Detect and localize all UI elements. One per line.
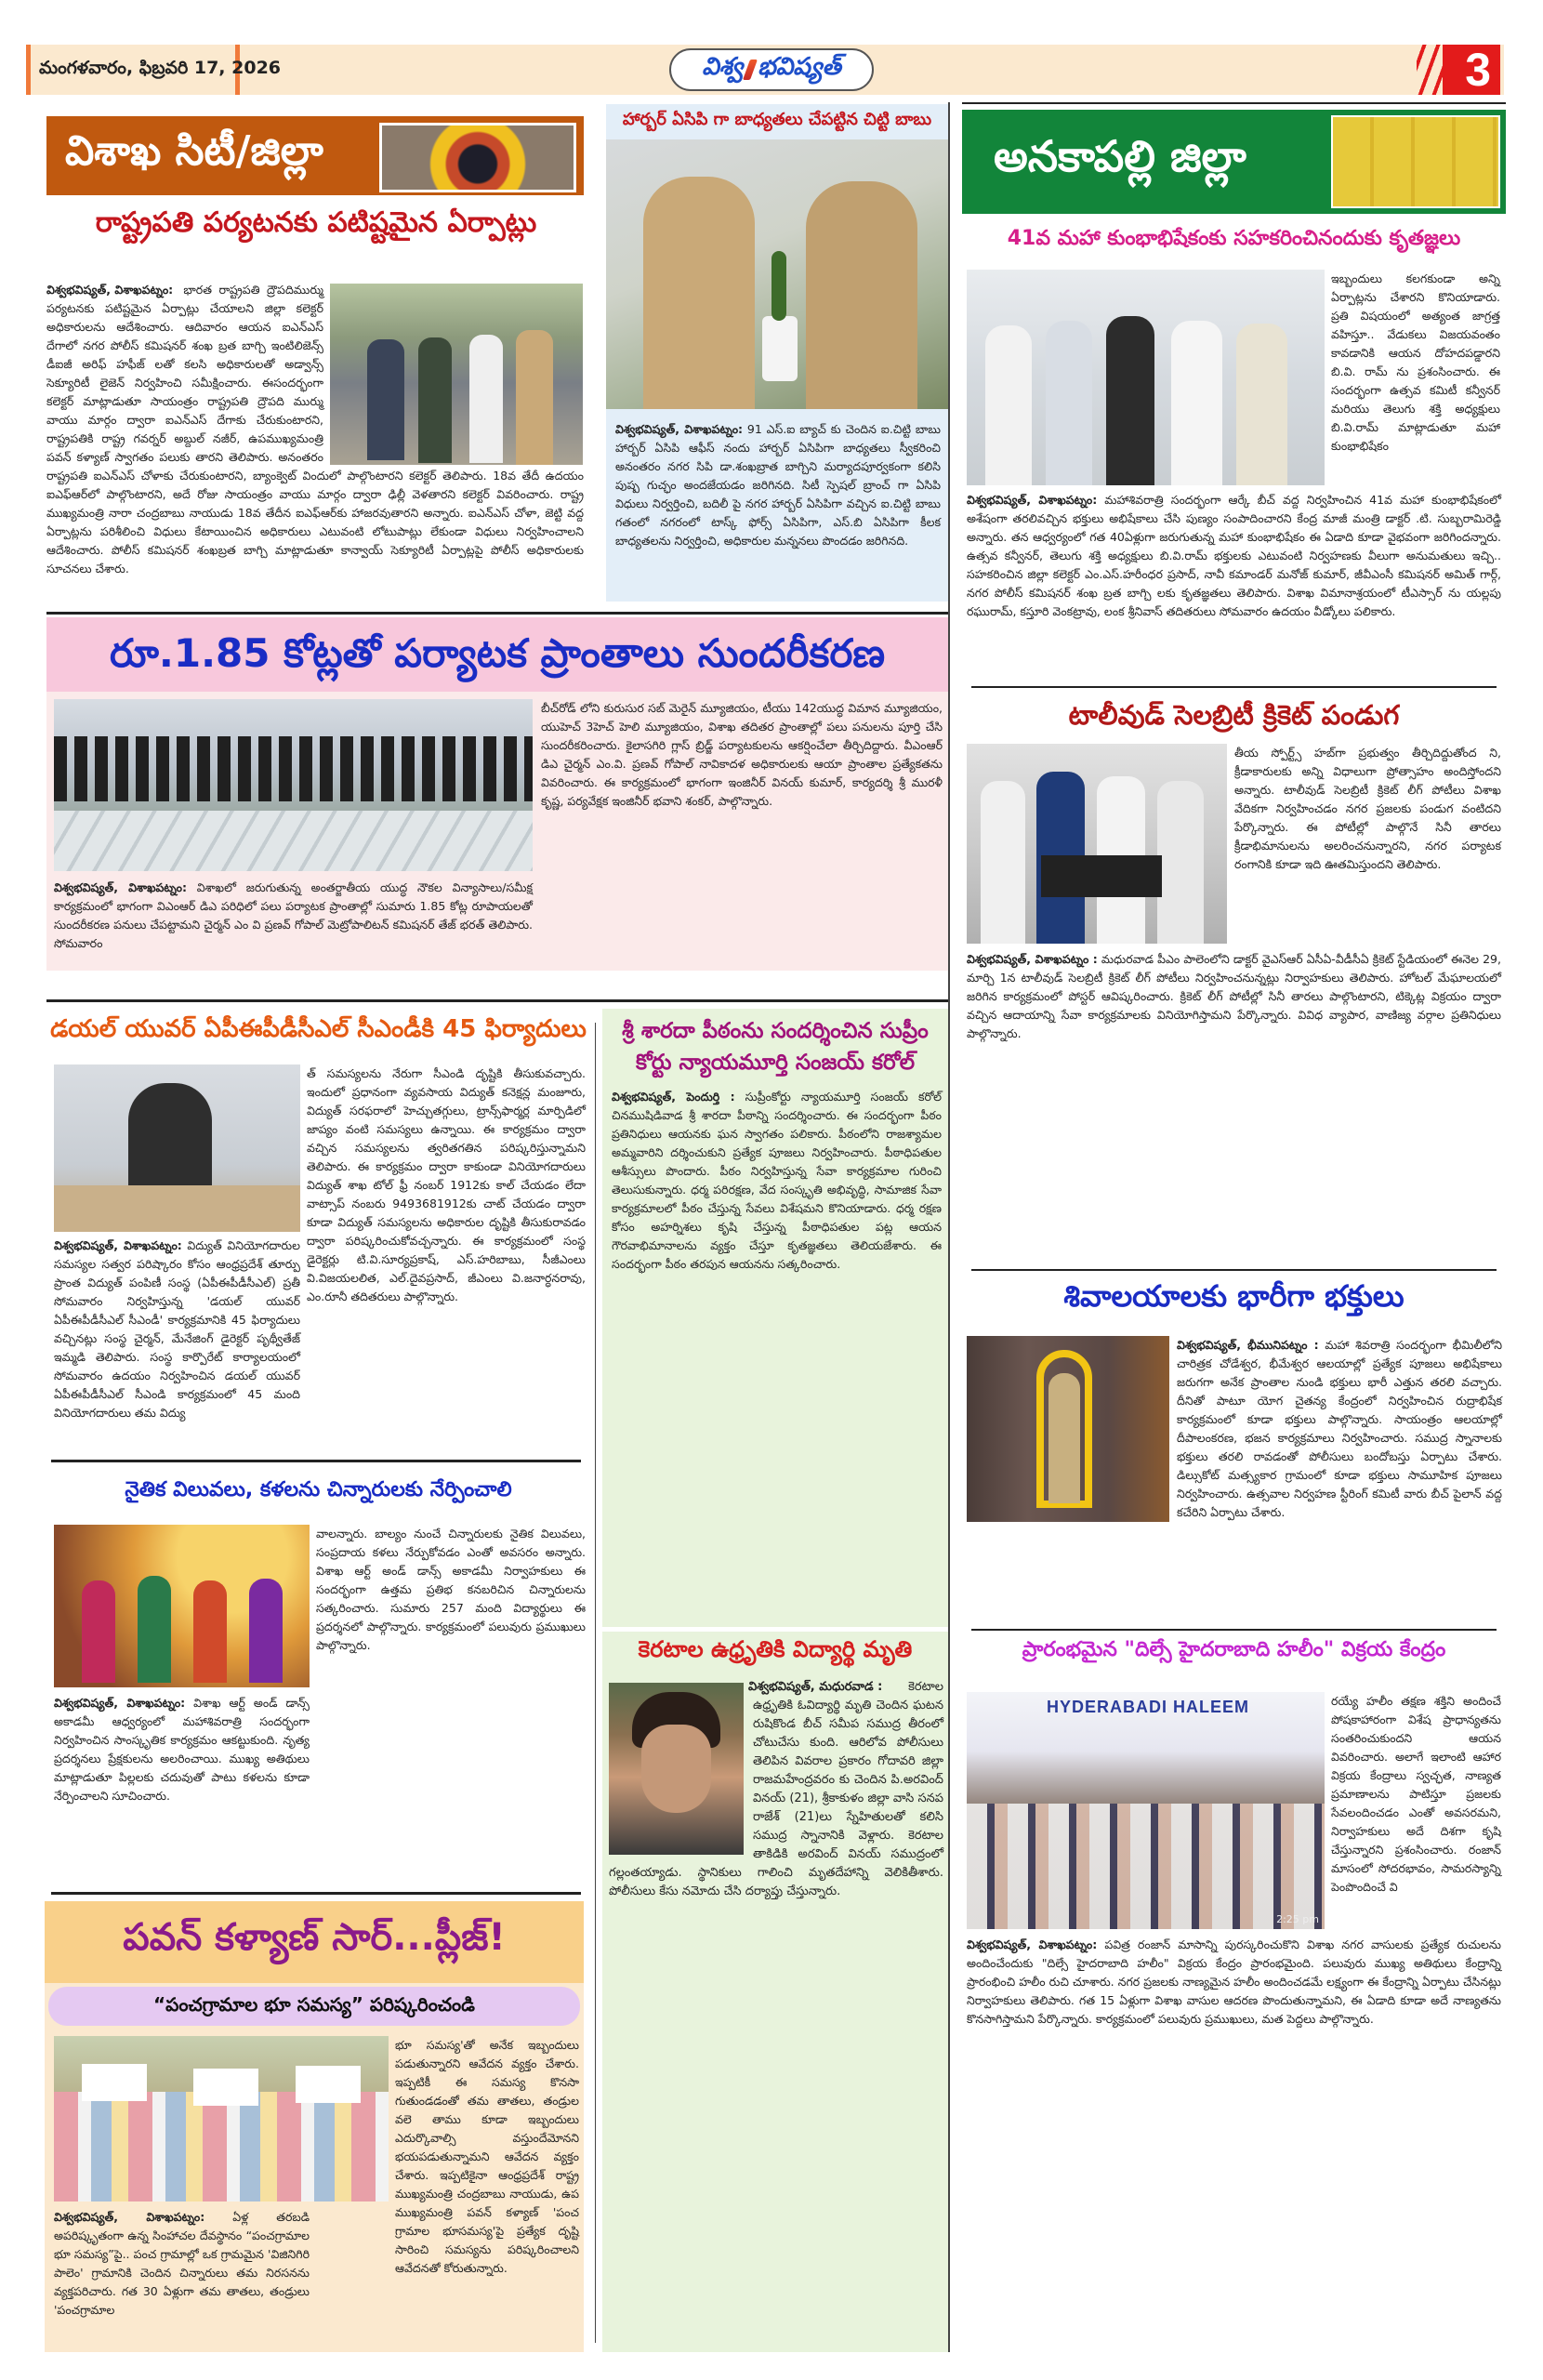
headline-shiva-temples: శివాలయాలకు భారీగా భక్తులు — [1063, 1278, 1405, 1314]
page-number: 3 — [1465, 44, 1491, 96]
headline-line: కోర్టు న్యాయమూర్తి సంజయ్ కరోల్ — [636, 1051, 915, 1075]
article-text: భారత రాష్ట్రపతి ద్రౌపదిముర్ము పర్యటనకు పటిష్టమైన ఏర్పాట్లు చేయాలని జిల్లా కలెక్టర్ అధికారులను ఆదేశించారు. ఆదివారం ఆయన ఐఎన్ఎస్ దేగాలో నగర పోలీస్ కమిషనర్ శంఖ బ్రత బాగ్చి ఇంటిలిజెన్స్ డీఐజీ అరిఫ్ హఫీజ్ లతో కలసి అధికారులతో అడ్వాన్స్ సెక్యూరిటీ లైజెన్ నిర్వహించి సమీక్షించారు. ఈసందర్భంగా కలెక్టర్ మాట్లాడుతూ సాయంత్రం రాష్ట్రపతి ద్రౌపది ముర్ము వాయు మార్గం ద్వారా ఐఎన్ఎస్ దేగాకు చేరుకుంటారని, రాష్ట్రపతికి రాష్ట్ర గవర్నర్ అబ్దుల్ నజీర్, ఉపముఖ్యమంత్రి పవన్ కళ్యాణ్ స్వాగతం పలుకు తారని తెలిపారు. అనంతరం రాష్ట్రపతి ఐఎన్ఎస్ చోళాకు చేరుకుంటారని, బ్యాంక్వెట్ విందులో పాల్గొంటారని కలెక్టర్ తెలిపారు. 18వ తేదీ ఉదయం ఐఎఫ్ఆర్‌లో పాల్గొంటారని, అదే రోజు సాయంత్రం వాయు మార్గం ద్వారా ఢిల్లీ వెళతారని కలెక్టర్ వివరించారు. రాష్ట్ర ముఖ్యమంత్రి నారా చంద్రబాబు నాయుడు 18వ తేదీన ఐఎఫ్ఆర్‌కు హాజరవుతారని అన్నారు. ఐఎన్ఎస్ చోళా, జెట్టి వద్ద ఏర్పాట్లను పరిశీలించి విధులు కేటాయించిన అధికారులు ఎటువంటి లోటుపాట్లు లేకుండా విధులు నిర్వహించాలని ఆదేశించారు. పోలీస్ కమిషనర్ శంఖబ్రత బాగ్చి మాట్లాడుతూ కాన్వాయ్ సెక్యూరిటీ ఏర్పాట్లపై పోలీస్ అధికారులకు సూచనలు చేశారు. — [46, 283, 584, 575]
headline-moral-values: నైతిక విలువలు, కళలను చిన్నారులకు నేర్పించాలి — [125, 1478, 512, 1501]
article-body-moral-values — [54, 1694, 310, 1880]
article-dateline: విశ్వభవిష్యత్, మధురవాడ : — [748, 1680, 883, 1694]
article-dateline: విశ్వభవిష్యత్, విశాఖపట్నం : — [967, 952, 1098, 966]
temple-deity-photo — [379, 123, 576, 192]
headline-haleem-centre: ప్రారంభమైన "దిల్సే హైదరాబాది హలీం" విక్రయ కేంద్రం — [1022, 1638, 1446, 1661]
section-rule — [51, 1892, 581, 1895]
article-dateline: విశ్వభవిష్యత్, విశాఖపట్నం: — [54, 1238, 182, 1252]
subheadline-text: “పంచగ్రామాల భూ సమస్య” పరిష్కరించండి — [153, 1992, 475, 2016]
headline-kumbhabhishekam: 41వ మహా కుంభాభిషేకంకు సహకరించినందుకు కృతజ్ఞలు — [1007, 227, 1461, 250]
article-body-side: ఇబ్బందులు కలగకుండా అన్ని ఏర్పాట్లను చేశారని కొనియాడారు. ప్రతి విషయంలో అత్యంత జాగ్రత్త వహిస్తూ.. వేడుకలు విజయవంతం కావడానికి ఆయన దోహదపడ్డారని బి.వి. రామ్ ను ప్రశంసించారు. ఈ సందర్భంగా ఉత్సవ కమిటీ కన్వీనర్ మరియు తెలుగు శక్తి అధ్యక్షులు బి.వి.రామ్ మాట్లాడుతూ మహా కుంభాభిషేకం — [1331, 271, 1500, 453]
issue-date: మంగళవారం, ఫిబ్రవరి 17, 2026 — [39, 58, 282, 78]
article-body-haleem-centre — [967, 1936, 1501, 2345]
headline-tollywood-cricket: టాలీవుడ్ సెలబ్రిటీ క్రికెట్ పండుగ — [1068, 699, 1400, 731]
headline-line: శ్రీ శారదా పీఠంను సందర్శించిన సుప్రీం — [622, 1019, 929, 1043]
article-text: మహాశివరాత్రి సందర్భంగా ఆర్కే బీచ్ వద్ద నిర్వహించిన 41వ మహా కుంభాభిషేకంలో అశేషంగా తరలివచ్చిన భక్తులు అభిషేకాలు చేసి పుణ్యం సంపాదించారని కేంద్ర మాజీ మంత్రి డాక్టర్ .టి. సుబ్బరామిరెడ్డి అన్నారు. తన ఆధ్వర్యంలో గత 40ఏళ్లుగా జరుగుతున్న మహా కుంభాభిషేకం ఈ ఏడాది కూడా వైభవంగా జరిగిందన్నారు. ఉత్సవ కన్వీనర్, తెలుగు శక్తి అధ్యక్షులు బి.వి.రామ్ భక్తులకు ఎటువంటి నిర్వహణకు వీలుగా అనుమతులు ఇచ్చి.. సహకరించిన జిల్లా కలెక్టర్ ఎం.ఎస్.హరీంధర ప్రసాద్, నావీ కమాండర్ మనోజ్ కుమార్, జీవీఎంసీ కమిషనర్ అమిత్ గార్గ్, నగర పోలీస్ కమిషనర్ శంఖ బ్రత బాగ్చి లకు కృతజ్ఞతలు తెలిపారు. విశాఖ విమానాశ్రయంలో టీఎస్సార్ ను యల్లపు రఘురామ్, కస్తూరి వెంకట్రావు, లంక శ్రీనివాస్ తదితరులు సోమవారం ఉదయం వీడ్కోలు పలికారు. — [967, 493, 1501, 618]
headline-president-visit: రాష్ట్రపతి పర్యటనకు పటిష్టమైన ఏర్పాట్లు — [95, 206, 537, 239]
flame-icon — [743, 60, 758, 80]
masthead-accent-bar — [26, 45, 31, 95]
section-rule — [962, 102, 1506, 104]
article-dateline: విశ్వభవిష్యత్, విశాఖపట్నం: — [615, 422, 744, 436]
section-title: విశాఖ సిటీ/జిల్లా — [65, 126, 323, 175]
pavan-please-subheadline — [48, 1987, 580, 2026]
acp-handover-photo — [606, 139, 948, 409]
article-text: సుప్రీంకోర్టు న్యాయమూర్తి సంజయ్ కరోల్ చినముషిడివాడ శ్రీ శారదా పీఠాన్ని సందర్శించారు. ఈ సందర్భంగా పీఠం ప్రతినిధులు ఆయనకు ఘన స్వాగతం పలికారు. పీఠంలోని రాజశ్యామల అమ్మవారిని దర్శించుకుని ప్రత్యేక పూజలు నిర్వహించారు. పీఠాధిపతుల ఆశీస్సులు పొందారు. పీఠం నిర్వహిస్తున్న సేవా కార్యక్రమాల గురించి తెలుసుకున్నారు. ధర్మ పరిరక్షణ, వేద సంస్కృతి అభివృద్ధి, సామాజిక సేవా కార్యక్రమాలలో పీఠం చేస్తున్న సేవలు విశేషమని కొనియాడారు. ధర్మ రక్షణ కోసం అహర్నిశలు కృషి చేస్తున్న పీఠాధిపతుల పట్ల ఆయన గౌరవాభిమానాలను వ్యక్తం చేస్తూ కృతజ్ఞతలు తెలియజేశారు. ఈ సందర్భంగా పీఠం తరపున ఆయనను సత్కరించారు. — [612, 1090, 942, 1271]
article-body-dial-your-cmd — [54, 1236, 300, 1422]
article-body-side: తీయ స్పోర్ట్స్ హబ్‌గా ప్రభుత్వం తీర్చిదిద్దుతోంద ని, క్రీడాకారులకు అన్ని విధాలుగా ప్రోత్సాహం అందిస్తోందని అన్నారు. టాలీవుడ్ సెలబ్రిటీ క్రికెట్ లీగ్ పోటీలు విశాఖ వేదికగా నిర్వహించడం నగర ప్రజలకు పండుగ వంటిదని పేర్కొన్నారు. ఈ పోటీల్లో పాల్గొనే సినీ తారలు క్రీడాభిమానులను అలరించనున్నారని, నగర పర్యాటక రంగానికి కూడా ఇది ఊతమిస్తుందని తెలిపారు. — [1234, 746, 1501, 871]
article-body-side: త్ సమస్యలను నేరుగా సీఎండి దృష్టికి తీసుకువచ్చారు. ఇందులో ప్రధానంగా వ్యవసాయ విద్యుత్ కనెక్షన్ల మంజూరు, విద్యుత్ సరఫరాలో హెచ్చుతగ్గులు, ట్రాన్స్‌ఫార్మర్ల మార్పిడిలో జాప్యం వంటి సమస్యలు ఉన్నాయి. ఈ కార్యక్రమం ద్వారా వచ్చిన సమస్యలను త్వరితగతిన పరిష్కరిస్తున్నామని తెలిపారు. ఈ కార్యక్రమం ద్వారా కాకుండా వినియోగదారులు విద్యుత్ శాఖ టోల్ ఫ్రీ నంబర్ 1912కు కాల్ చేయడం లేదా వాట్సాప్ నంబరు 9493681912కు చాట్ చేయడం ద్వారా కూడా విద్యుత్ సమస్యలను అధికారుల దృష్టికి తీసుకురావడం ద్వారా పరిష్కరించుకోవచ్చన్నారు. ఈ కార్యక్రమంలో సంస్థ డైరెక్టర్లు టి.వి.సూర్యప్రకాష్, ఎస్.హరిబాబు, సీజీఎంలు వి.విజయలలిత, ఎల్.దైవప్రసాద్, జీఎంలు వి.జనార్ధనరావు, ఎం.రూనీ తదితరులు పాల్గొన్నారు. — [307, 1066, 586, 1303]
article-body-side: బీచ్‌రోడ్ లోని కురుసుర సబ్ మెరైన్ మ్యూజియం, టీయు 142యుద్ధ విమాన మ్యూజియం, యుహెచ్ 3హెచ్ హెలి మ్యూజియం, విశాఖ తదితర ప్రాంతాల్లో పలు పనులను పూర్తి చేసి సుందరీకరించారు. కైలాసగిరి గ్లాస్ బ్రిడ్జ్ పర్యాటకులను ఆకర్షించేలా తీర్చిదిద్దారు. వీఎంఆర్ డిఎ చైర్మన్ ఎం.వి. ప్రణవ్ గోపాల్ నావికాదళ అధికారులకు ఆయా ప్రాంతాల ప్రత్యేకతను వివరించారు. ఈ కార్యక్రమంలో భాగంగా ఇంజినీర్ వినయ్ కుమార్, కార్యదర్శి శ్రీ మురళీ కృష్ణ, పర్యవేక్షక ఇంజినీర్ భవాని శంకర్, పాల్గొన్నారు. — [541, 701, 943, 808]
headline-sea-death: కెరటాల ఉధ్రృతికి విద్యార్థి మృతి — [638, 1636, 913, 1662]
pavan-please-banner — [45, 1901, 584, 1983]
article-text: కెరటాల ఉధ్రృతికి ఓవిద్యార్థి మృతి చెందిన ఘటన రుషికొండ బీచ్ సమీప సముద్ర తీరంలో చోటుచేసు కుంది. ఆరిలోవ పోలీసులు తెలిపిన వివరాల ప్రకారం గోదావరి జిల్లా రాజమహేంద్రవరం కు చెందిన పి.అరవింద్ వినయ్ (21), శ్రీకాకుళం జిల్లా వాసి సనప రాజేశ్ (21)లు స్నేహితులతో కలిసి సముద్ర స్నానానికి వెళ్లారు. కెరటాల తాకిడికి అరవింద్ వినయ్ సముద్రంలో గల్లంతయ్యాడు. స్థానికులు గాలించి మృతదేహాన్ని వెలికితీశారు. పోలీసులు కేసు నమోదు చేసి దర్యాప్తు చేస్తున్నారు. — [609, 1680, 943, 1898]
logo-text-part1: విశ్వ — [702, 53, 744, 81]
article-dateline: విశ్వభవిష్యత్, విశాఖపట్నం: — [967, 1937, 1098, 1951]
children-protest-photo — [54, 2036, 389, 2202]
article-text: మధురవాడ పీఎం పాలెంలోని డాక్టర్ వైఎస్ఆర్ ఏసీఏ-వీడీసీఏ క్రికెట్ స్టేడియంలో ఈనెల 29, మార్చి 1న టాలీవుడ్ సెలబ్రిటీ క్రికెట్ లీగ్ పోటీలు నిర్వహించనున్నట్లు నిర్వాహకులు తెలిపారు. హోటల్ మేఘాలయలో జరిగిన కార్యక్రమంలో పోస్టర్ ఆవిష్కరించారు. క్రికెట్ లీగ్ పోటీల్లో సినీ తారలు పాల్గొంటారని, టిక్కెట్ల విక్రయం ద్వారా వచ్చిన ఆదాయాన్ని సేవా కార్యక్రమాలకు వినియోగిస్తామని పేర్కొన్నారు. వివిధ వ్యాపార, వాణిజ్య వర్గాల ప్రతినిధులు పాల్గొన్నారు. — [967, 952, 1501, 1040]
article-dateline: విశ్వభవిష్యత్, భీమునిపట్నం : — [1177, 1338, 1319, 1352]
dance-performance-photo — [54, 1525, 310, 1687]
photo-timestamp: 2:25 pm — [1276, 1913, 1319, 1925]
headline-dial-your-cmd: డయల్ యువర్ ఏపీఈపీడీసీఎల్ సీఎండీకి 45 ఫిర్యాదులు — [50, 1015, 587, 1043]
article-dateline: విశ్వభవిష్యత్, విశాఖపట్నం: — [967, 493, 1098, 507]
section-rule — [51, 1460, 581, 1462]
haleem-centre-opening-photo — [967, 1692, 1325, 1929]
text-wrap-spacer — [609, 1678, 753, 1859]
cmd-at-desk-photo — [54, 1064, 300, 1232]
article-text: విశాఖలో జరుగుతున్న అంతర్జాతీయ యుద్ధ నౌకల విన్యాసాలు/సమీక్ష కార్యక్రమంలో భాగంగా విఎంఆర్ డిఎ పరిధిలో పలు పర్యాటక ప్రాంతాల్లో సుమారు 1.85 కోట్ల రూపాయలతో సుందరీకరణ పనులు చేపట్టామని చైర్మన్ ఎం వి ప్రణవ్ గోపాల్ మెట్రోపాలిటన్ కమిషనర్ తేజ్ భరత్ తెలిపారు. సోమవారం — [54, 880, 533, 950]
article-text: ఏళ్ల తరబడి అపరిష్కృతంగా ఉన్న సింహాచల దేవస్థానం “పంచగ్రామాల భూ సమస్య”పై.. పంచ గ్రామాల్లో ఒక గ్రామమైన 'విజినిగిరి పాలెం' గ్రామానికి చెందిన చిన్నారులు తమ నిరసనను వ్యక్తపరిచారు. గత 30 ఏళ్లుగా తమ తాతలు, తండ్రులు 'పంచగ్రామాల — [54, 2210, 310, 2317]
article-body-side: వాలన్నారు. బాల్యం నుంచే చిన్నారులకు నైతిక విలువలు, సంప్రదాయ కళలు నేర్పుకోవడం ఎంతో అవసరం అన్నారు. విశాఖ ఆర్ట్ అండ్ డాన్స్ అకాడమీ నిర్వాహకులు ఈ సందర్భంగా ఉత్తమ ప్రతిభ కనబరిచిన చిన్నారులను సత్కరించారు. సుమారు 257 మంది విద్యార్థులు ఈ ప్రదర్శనలో పాల్గొన్నారు. కార్యక్రమంలో పలువురు ప్రముఖులు పాల్గొన్నారు. — [316, 1527, 586, 1652]
page-number-badge — [1417, 45, 1500, 95]
article-text: భూ సమస్య'తో అనేక ఇబ్బందులు పడుతున్నారని ఆవేదన వ్యక్తం చేశారు. ఇప్పటికీ ఈ సమస్య కొనసా గుతుండడంతో తమ తాతలు, తండ్రుల వలె తాము కూడా ఇబ్బందులు ఎదుర్కొవాల్సి వస్తుందేమోనని భయపడుతున్నామని ఆవేదన వ్యక్తం చేశారు. ఇప్పటికైనా ఆంధ్రప్రదేశ్ రాష్ట్ర ముఖ్యమంత్రి చంద్రబాబు నాయుడు, ఉప ముఖ్యమంత్రి పవన్ కళ్యాణ్ 'పంచ గ్రామాల భూసమస్య'పై ప్రత్యేక దృష్టి సారించి సమస్యను పరిష్కరించాలని ఆవేదనతో కోరుతున్నారు. — [395, 2038, 579, 2275]
section-rule — [971, 686, 1497, 688]
article-dateline: విశ్వభవిష్యత్, విశాఖపట్నం: — [54, 2210, 205, 2224]
article-body-pavan-please — [54, 2208, 310, 2343]
headline-harbour-acp: హార్బర్ ఏసిపి గా బాధ్యతలు చేపట్టిన చిట్టి బాబు — [622, 110, 932, 129]
article-text: విద్యుత్ వినియోగదారుల సమస్యల సత్వర పరిష్కారం కోసం ఆంధ్రప్రదేశ్ తూర్పు ప్రాంత విద్యుత్ పంపిణీ సంస్థ (ఏపీఈపీడీసీఎల్) ప్రతీ సోమవారం నిర్వహిస్తున్న 'డయల్ యువర్ ఏపీఈపీడీసీఎల్ సీఎండీ' కార్యక్రమానికి 45 ఫిర్యాదులు వచ్చినట్లు సంస్థ చైర్మన్, మేనేజింగ్ డైరెక్టర్ పృథ్వీతేజ్ ఇమ్మడి తెలిపారు. సంస్థ కార్పొరేట్ కార్యాలయంలో సోమవారం ఉదయం నిర్వహించిన డయల్ యువర్ ఏపీఈపీడీసీఎల్ సీఎండి కార్యక్రమంలో 45 మంది వినియోగదారులు తమ విద్యు — [54, 1238, 300, 1420]
article-body-sea-death — [609, 1678, 943, 2347]
article-body-sharada-peetham — [612, 1088, 942, 1622]
article-dateline: విశ్వభవిష్యత్, విశాఖపట్నం: — [54, 880, 187, 894]
article-body-shiva-temples — [1177, 1336, 1502, 1522]
shiva-lingam-photo — [967, 1336, 1169, 1522]
newspaper-logo — [669, 48, 874, 91]
banner-title: పవన్ కళ్యాణ్ సార్...ప్లీజ్! — [123, 1916, 506, 1959]
column-divider — [948, 102, 950, 2352]
article-body-president-visit — [46, 281, 584, 597]
text-wrap-spacer — [323, 281, 584, 467]
article-body-side: రయ్యే హలీం తక్షణ శక్తిని అందించే పోషకాహారంగా విశేష ప్రాధాన్యతను సంతరించుకుందని ఆయన వివరించారు. అలాగే ఇలాంటి ఆహార విక్రయ కేంద్రాలు స్వచ్ఛత, నాణ్యత ప్రమాణాలను పాటిస్తూ ప్రజలకు సేవలందించడం ఎంతో అవసరమని, నిర్వాహకులు అదే దిశగా కృషి చేస్తున్నారని ప్రశంసించారు. రంజాన్ మాసంలో సోదరభావం, సామరస్యాన్ని పెంపొందించే వి — [1331, 1694, 1501, 1894]
section-rule — [46, 612, 948, 615]
section-title: అనకాపల్లి జిల్లా — [994, 131, 1246, 181]
article-dateline: విశ్వభవిష్యత్, పెందుర్తి : — [612, 1090, 735, 1104]
article-dateline: విశ్వభవిష్యత్, విశాఖపట్నం: — [46, 283, 174, 297]
article-body-harbour-acp — [615, 420, 941, 597]
article-text: విశాఖ ఆర్ట్ అండ్ డాన్స్ అకాడమీ ఆధ్వర్యంలో మహాశివరాత్రి సందర్భంగా నిర్వహించిన సాంస్కృతిక కార్యక్రమం ఆకట్టుకుంది. నృత్య ప్రదర్శనలు ప్రేక్షకులను అలరించాయి. ముఖ్య అతిథులు మాట్లాడుతూ పిల్లలకు చదువుతో పాటు కళలను కూడా నేర్పించాలని సూచించారు. — [54, 1696, 310, 1803]
headline-tourism: రూ.1.85 కోట్లతో పర్యాటక ప్రాంతాలు సుందరీకరణ — [109, 630, 886, 676]
article-body-kumbhabhishekam — [967, 491, 1501, 677]
article-body-tourism — [54, 879, 533, 967]
headline-sharada-peetham — [602, 1015, 948, 1078]
article-text: 91 ఎస్.ఐ బ్యాచ్ కు చెందిన ఐ.చిట్టి బాబు హార్బర్ ఏసిపి ఆఫీస్ నందు హార్బర్ ఏసిపిగా బాధ్యతలు స్వీకరించి అనంతరం నగర సిపి డా.శంఖబ్రాత బాగ్చిని మర్యాదపూర్వకంగా కలిసి పుష్ప గుచ్ఛం అందజేయడం జరిగినది. సిటీ స్పెషల్ బ్రాంచ్ గా ఏసిపి విధులు నిర్వర్తించి, బదిలీ పై నగర హార్బర్ ఏసిపిగా వచ్చిన ఐ.చిట్టి బాబు గతంలో నగరంలో టాస్క్ ఫోర్స్ ఏసిపిగా, ఎస్.బి ఏసిపిగా కీలక బాధ్యతలను నిర్వర్తించి, అధికారుల మన్ననలు పొందడం జరిగినది. — [615, 422, 941, 548]
article-dateline: విశ్వభవిష్యత్, విశాఖపట్నం: — [54, 1696, 186, 1710]
article-body-tollywood-cricket — [967, 950, 1501, 1257]
jaggery-blocks-photo — [1331, 115, 1500, 208]
article-body-side-top — [395, 2036, 579, 2275]
article-text: మహా శివరాత్రి సందర్భంగా భీమిలీలోని చారిత్రక చోడేశ్వర, భీమేశ్వర ఆలయాల్లో ప్రత్యేక పూజలు అభిషేకాలు జరుగగా అనేక ప్రాంతాల నుండి భక్తులు భారీ ఎత్తున తరలి వచ్చారు. దీనితో పాటూ యోగ చైతన్య కేంద్రంలో నిర్వహించిన రుద్రాభిషేక కార్యక్రమంలో కూడా భక్తులు పాల్గొన్నారు. సాయంత్రం ఆలయాల్లో దీపాలంకరణ, భజన కార్యక్రమాలు నిర్వహించారు. సముద్ర స్నానాలకు భక్తులు తరలి రావడంతో పోలీసులు బందోబస్తు ఏర్పాటు చేశారు. డిల్సుకోట్ మత్స్యకార గ్రామంలో కూడా భక్తులు సామూహిక పూజలు నిర్వహించారు. ఉత్సవాల నిర్వహణ స్టీరింగ్ కమిటీ వారు బీచ్ పైలాన్ వద్ద కచేరిని ఏర్పాటు చేశారు. — [1177, 1338, 1502, 1519]
column-divider — [595, 1023, 596, 2343]
section-rule — [971, 1269, 1497, 1271]
section-rule — [971, 1629, 1497, 1631]
photo-signboard: HYDERABADI HALEEM — [1046, 1698, 1249, 1716]
logo-text-part2: భవిష్యత్ — [758, 53, 841, 81]
cricket-poster-launch-photo — [967, 744, 1227, 944]
section-rule — [46, 999, 948, 1002]
glass-bridge-group-photo — [54, 699, 533, 871]
kumbhabhishekam-group-photo — [967, 270, 1325, 485]
article-text: పవిత్ర రంజాన్ మాసాన్ని పురస్కరించుకొని విశాఖ నగర వాసులకు ప్రత్యేక రుచులను అందించేందుకు "దిల్సే హైదరాబాది హలీం" విక్రయ కేంద్రం ప్రారంభమైంది. పలువురు ముఖ్య అతిథులు కేంద్రాన్ని ప్రారంభించి హలీం రుచి చూశారు. నగర ప్రజలకు నాణ్యమైన హలీం అందించడమే లక్ష్యంగా ఈ కేంద్రాన్ని ఏర్పాటు చేసినట్లు నిర్వాహకులు తెలిపారు. గత 15 ఏళ్లుగా విశాఖ వాసుల ఆదరణ పొందుతున్నామని, ఈ ఏడాది కూడా అదే నాణ్యతను కొనసాగిస్తామని పేర్కొన్నారు. కార్యక్రమంలో పలువురు ప్రముఖులు, మత పెద్దలు పాల్గొన్నారు. — [967, 1937, 1501, 2026]
